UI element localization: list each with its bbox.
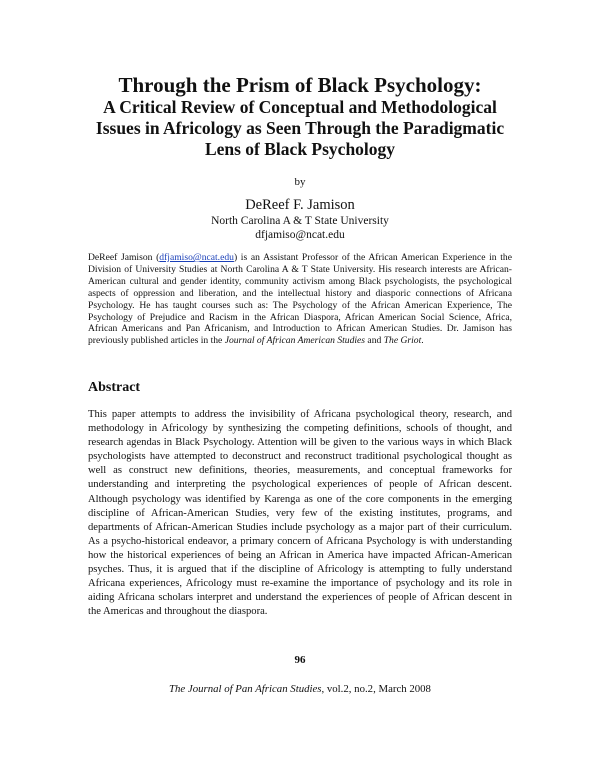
footer-issue-details: , vol.2, no.2, March 2008 <box>321 683 431 695</box>
abstract-heading: Abstract <box>88 380 141 395</box>
title-subtitle-line-1: A Critical Review of Conceptual and Methodological <box>103 97 497 117</box>
abstract-text: This paper attempts to address the invisibility of Africana psychological theory, research, and methodology in Africology by synthesizing the competing definitions, schools of thought, and research agendas in Black Psychology. Attention will be given to the various ways in which Black psychologists have attempted to deconstruct and reconstruct traditional psychological thought as well as construct new definitions, theories, measurements, and conceptual frameworks for understanding and interpreting the psychological experiences of people of African descent. Although psychology was identified by Karenga as one of the core components in the emerging discipline of African-American Studies, very few of the existing institutes, programs, and departments of African-American Studies include psychology as a major part of their curriculum. As a psycho-historical endeavor, a primary concern of Africana Psychology is with understanding how the historical experiences of being an African in America have impacted African-American psyches. Thus, it is argued that if the discipline of Africology is attempting to fully understand Africana experiences, Africology must re-examine the importance of psychology and its role in aiding Africana scholars interpret and understand the experiences of people of African descent in the Americas and throughout the diaspora. <box>88 409 512 618</box>
page-number: 96 <box>294 654 306 666</box>
title-main: Through the Prism of Black Psychology: <box>118 73 482 97</box>
author-affiliation-block <box>0 214 600 242</box>
bio-journal-2: The Griot <box>383 335 422 347</box>
author-email: dfjamiso@ncat.edu <box>255 229 345 241</box>
paper-title <box>0 74 600 160</box>
bio-text-1: DeReef Jamison ( <box>88 252 160 263</box>
title-subtitle-line-2: Issues in Africology as Seen Through the Paradigmatic <box>95 118 505 138</box>
bio-text-2: ) is an Assistant Professor of the African American Experience in the Division of University Studies at North Carolina A & T State University. His research interests are African-American cultural and gender identity, community activism among Black psychologists, the psychological aspects of oppression and liberation, and the intellectual history and diasporic connections of Africana Psychology. He has taught courses such as: The Psychology of the African American Experience, The Psychology of Prejudice and Racism in the African Diaspora, African American Social Science, Africa, African Americans and Pan Africanism, and Introduction to African American Studies. Dr. Jamison has previously published articles in the <box>88 252 512 347</box>
author-affiliation: North Carolina A & T State University <box>211 215 389 227</box>
bio-text-4: . <box>421 335 424 347</box>
bio-journal-1: Journal of African American Studies <box>224 335 366 347</box>
author-name: DeReef F. Jamison <box>245 197 355 213</box>
bio-email-link[interactable]: dfjamiso@ncat.edu <box>159 252 234 263</box>
journal-footer <box>0 683 600 695</box>
author-bio <box>88 252 512 347</box>
title-subtitle-line-3: Lens of Black Psychology <box>204 139 396 159</box>
byline: by <box>294 176 306 188</box>
footer-journal-name: The Journal of Pan African Studies <box>169 683 322 695</box>
bio-text-3: and <box>365 335 384 347</box>
